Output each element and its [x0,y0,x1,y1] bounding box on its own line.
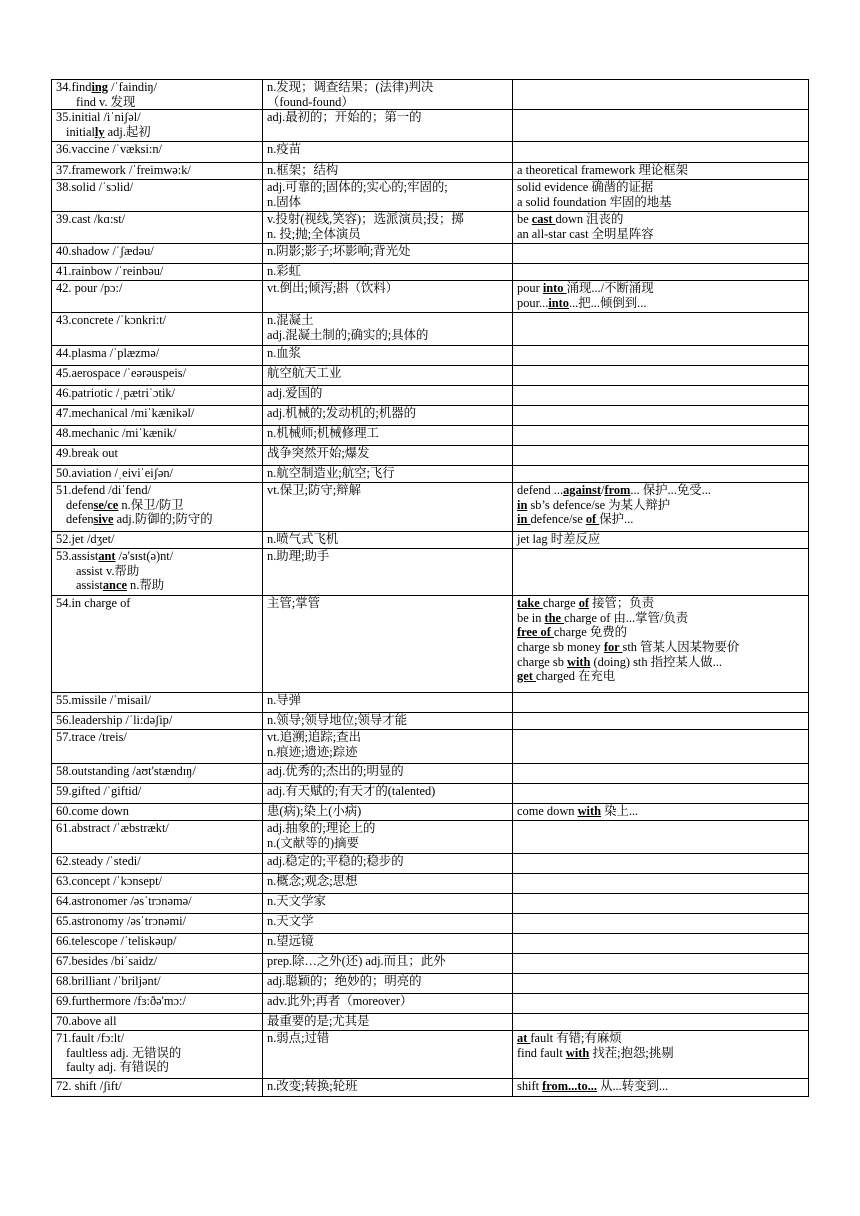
phrase-cell [513,446,809,466]
meaning-line: n.框架；结构 [267,163,339,178]
phrase-line: solid evidence 确凿的证据 [517,180,654,195]
underlined-text: se/ce [93,497,119,512]
underlined-text: with [577,804,601,819]
word-line: defensive adj.防御的;防守的 [66,512,213,527]
meaning-line: n.机械师;机械修理工 [267,426,379,441]
word-cell [52,180,263,212]
word-cell [52,804,263,821]
meaning-cell [263,549,513,596]
table-row [52,1079,809,1097]
word-line: 45.aerospace /ˈeərəuspeis/ [56,366,187,381]
word-line: 42. pour /pɔ:/ [56,281,123,296]
meaning-cell [263,180,513,212]
phrase-cell [513,163,809,180]
word-line: 71.fault /fɔ:lt/ [56,1031,125,1046]
meaning-cell [263,446,513,466]
table-row [52,730,809,764]
table-row [52,894,809,914]
table-row [52,974,809,994]
word-line: 50.aviation /ˌeiviˈeiʃən/ [56,466,173,481]
underlined-text: ing [91,80,108,94]
phrase-line: pour...into...把...倾倒到... [517,295,647,310]
table-row [52,821,809,854]
phrase-line: take charge of 接管；负责 [517,596,655,611]
word-cell [52,346,263,366]
table-row [52,163,809,180]
word-line: faulty adj. 有错误的 [66,1060,169,1075]
table-row [52,596,809,693]
meaning-cell [263,914,513,934]
meaning-line: n. 投;抛;全体演员 [267,226,361,241]
word-cell [52,80,263,110]
phrase-line: defend ...against/from... 保护...免受... [517,483,711,498]
meaning-line: adj.有天赋的;有天才的(talented) [267,784,436,799]
table-row [52,784,809,804]
meaning-cell [263,313,513,346]
word-cell [52,212,263,244]
phrase-line: charge sb money for sth 管某人因某物要价 [517,639,740,654]
word-line: 36.vaccine /ˈvæksi:n/ [56,142,162,157]
phrase-line: a theoretical framework 理论框架 [517,163,688,178]
word-line: 69.furthermore /fɜ:ðə'mɔ:/ [56,994,186,1009]
table-row [52,142,809,163]
word-line: 54.in charge of [56,596,131,611]
word-cell [52,934,263,954]
word-line: defense/ce n.保卫/防卫 [66,497,184,512]
phrase-cell [513,466,809,483]
word-cell [52,466,263,483]
phrase-line: be in the charge of 由...掌管/负责 [517,610,689,625]
meaning-cell [263,954,513,974]
underlined-text: free of [517,625,554,640]
underlined-text: into [548,295,569,310]
phrase-cell [513,693,809,713]
meaning-cell [263,784,513,804]
word-line: 49.break out [56,446,118,461]
table-row [52,713,809,730]
underlined-text: with [567,654,591,669]
meaning-line: n.天文学 [267,914,314,929]
word-line: 40.shadow /ˈʃædəu/ [56,244,154,259]
table-row [52,914,809,934]
phrase-cell [513,596,809,693]
word-line: 63.concept /ˈkɔnsept/ [56,874,162,889]
phrase-cell [513,346,809,366]
phrase-cell [513,212,809,244]
phrase-cell [513,730,809,764]
meaning-line: n.发现；调查结果；(法律)判决 [267,80,434,94]
word-line: 37.framework /ˈfreimwə:k/ [56,163,191,178]
meaning-line: n.航空制造业;航空;飞行 [267,466,395,481]
meaning-line: n.固体 [267,194,302,209]
table-row [52,406,809,426]
meaning-cell [263,764,513,784]
meaning-line: 最重要的是;尤其是 [267,1014,370,1029]
meaning-line: 航空航天工业 [267,366,342,381]
table-row [52,212,809,244]
phrase-line: pour into 涌现.../不断涌现 [517,281,654,296]
table-row [52,313,809,346]
meaning-cell [263,264,513,281]
meaning-line: adj.混凝土制的;确实的;具体的 [267,327,429,342]
meaning-line: adj.优秀的;杰出的;明显的 [267,764,404,779]
word-cell [52,764,263,784]
word-line: 64.astronomer /əsˈtrɔnəmə/ [56,894,192,909]
word-cell [52,264,263,281]
word-line: 51.defend /diˈfend/ [56,483,151,498]
phrase-cell [513,483,809,532]
vocabulary-table-body [52,80,809,1097]
word-cell [52,406,263,426]
meaning-line: 患(病);染上(小病) [267,804,362,819]
meaning-cell [263,426,513,446]
word-cell [52,894,263,914]
table-row [52,80,809,110]
word-cell [52,784,263,804]
meaning-line: vt.追溯;追踪;查出 [267,730,361,745]
underlined-text: ly [94,124,105,139]
phrase-cell [513,974,809,994]
meaning-cell [263,346,513,366]
underlined-text: for [603,639,623,654]
phrase-line: come down with 染上... [517,804,639,819]
meaning-line: n.阴影;影子;坏影响;背光处 [267,244,411,259]
word-cell [52,954,263,974]
word-line: 65.astronomy /əsˈtrɔnəmi/ [56,914,187,929]
table-row [52,180,809,212]
table-row [52,764,809,784]
meaning-cell [263,1014,513,1031]
word-line: 56.leadership /ˈli:dəʃip/ [56,713,173,728]
word-line: 68.brilliant /ˈbriljənt/ [56,974,161,989]
word-line: faultless adj. 无错误的 [66,1045,182,1060]
word-line: 67.besides /biˈsaidz/ [56,954,158,969]
word-line: 47.mechanical /miˈkænikəl/ [56,406,195,421]
meaning-cell [263,110,513,142]
table-row [52,874,809,894]
word-line: 70.above all [56,1014,117,1029]
underlined-text: the [544,610,565,625]
underlined-text: ance [102,578,127,593]
meaning-cell [263,730,513,764]
table-row [52,346,809,366]
phrase-cell [513,914,809,934]
meaning-cell [263,693,513,713]
word-cell [52,244,263,264]
table-row [52,1031,809,1079]
table-row [52,994,809,1014]
meaning-cell [263,894,513,914]
word-line: 53.assistant /ə'sɪst(ə)nt/ [56,549,174,564]
table-row [52,1014,809,1031]
word-line: 61.abstract /ˈæbstrækt/ [56,821,169,836]
table-row [52,264,809,281]
phrase-cell [513,854,809,874]
word-cell [52,110,263,142]
phrase-cell [513,426,809,446]
meaning-line: n.混凝土 [267,313,314,328]
meaning-cell [263,974,513,994]
meaning-cell [263,713,513,730]
word-line: 35.initial /iˈniʃəl/ [56,110,141,125]
meaning-line: n.疫苗 [267,142,302,157]
word-cell [52,142,263,163]
word-cell [52,386,263,406]
table-row [52,954,809,974]
meaning-cell [263,934,513,954]
word-cell [52,549,263,596]
meaning-line: 主管;掌管 [267,596,321,611]
word-line: 59.gifted /ˈgiftid/ [56,784,142,799]
table-row [52,532,809,549]
underlined-text: into [542,281,567,296]
word-cell [52,1014,263,1031]
word-line: 66.telescope /ˈteliskəup/ [56,934,177,949]
table-row [52,549,809,596]
phrase-cell [513,264,809,281]
word-cell [52,281,263,313]
phrase-cell [513,281,809,313]
meaning-cell [263,406,513,426]
phrase-cell [513,821,809,854]
word-line: 41.rainbow /ˈreinbəu/ [56,264,164,279]
meaning-cell [263,142,513,163]
phrase-cell [513,549,809,596]
word-line: find v. 发现 [76,94,136,109]
meaning-line: n.天文学家 [267,894,326,909]
word-line: 62.steady /ˈstedi/ [56,854,141,869]
phrase-cell [513,313,809,346]
meaning-line: n.助理;助手 [267,549,330,564]
phrase-line: a solid foundation 牢固的地基 [517,194,672,209]
meaning-cell [263,1031,513,1079]
word-cell [52,854,263,874]
phrase-cell [513,386,809,406]
phrase-cell [513,366,809,386]
meaning-line: adj.抽象的;理论上的 [267,821,376,836]
phrase-cell [513,406,809,426]
word-cell [52,532,263,549]
word-cell [52,426,263,446]
phrase-cell [513,764,809,784]
word-line: 43.concrete /ˈkɔnkri:t/ [56,313,167,328]
word-line: 58.outstanding /aʊt'stændɪŋ/ [56,764,196,779]
phrase-line: charge sb with (doing) sth 指控某人做... [517,654,722,669]
meaning-line: n.领导;领导地位;领导才能 [267,713,408,728]
phrase-line: an all-star cast 全明星阵容 [517,226,654,241]
phrase-cell [513,1014,809,1031]
meaning-cell [263,212,513,244]
word-cell [52,596,263,693]
phrase-cell [513,180,809,212]
word-cell [52,313,263,346]
phrase-cell [513,1079,809,1097]
meaning-line: prep.除…之外(还) adj.而且；此外 [267,954,446,969]
word-cell [52,163,263,180]
meaning-cell [263,821,513,854]
word-line: 38.solid /ˈsɔlid/ [56,180,134,195]
phrase-cell [513,713,809,730]
word-line: 72. shift /ʃift/ [56,1079,122,1094]
phrase-cell [513,954,809,974]
phrase-line: find fault with 找茬;抱怨;挑剔 [517,1045,674,1060]
word-cell [52,874,263,894]
vocabulary-table [51,79,809,1097]
meaning-line: adj.稳定的;平稳的;稳步的 [267,854,404,869]
meaning-line: vt.保卫;防守;辩解 [267,483,361,498]
word-cell [52,974,263,994]
underlined-text: in [517,497,528,512]
meaning-line: n.望远镜 [267,934,314,949]
underlined-text: get [517,669,536,684]
underlined-text: sive [93,512,114,527]
underlined-text: take [517,596,543,611]
word-line: 48.mechanic /miˈkænik/ [56,426,177,441]
phrase-line: at fault 有错;有麻烦 [517,1031,622,1046]
phrase-line: shift from...to... 从...转变到... [517,1079,669,1094]
meaning-line: 战争突然开始;爆发 [267,446,370,461]
table-row [52,426,809,446]
meaning-line: adj.机械的;发动机的;机器的 [267,406,417,421]
meaning-cell [263,466,513,483]
phrase-line: get charged 在充电 [517,669,616,684]
table-row [52,366,809,386]
underlined-text: ant [98,549,116,564]
phrase-cell [513,80,809,110]
phrase-cell [513,784,809,804]
meaning-cell [263,804,513,821]
table-row [52,804,809,821]
phrase-cell [513,894,809,914]
meaning-cell [263,596,513,693]
word-line: assist v.帮助 [76,563,140,578]
meaning-line: （found-found） [267,94,354,109]
phrase-cell [513,934,809,954]
underlined-text: in [517,512,531,527]
meaning-line: adv.此外;再者（moreover） [267,994,413,1009]
phrase-line: jet lag 时差反应 [517,532,601,547]
word-cell [52,1031,263,1079]
word-cell [52,1079,263,1097]
underlined-text: of [585,512,600,527]
meaning-cell [263,874,513,894]
meaning-line: n.彩虹 [267,264,302,279]
meaning-cell [263,386,513,406]
meaning-cell [263,994,513,1014]
meaning-cell [263,244,513,264]
word-line: assistance n.帮助 [76,578,165,593]
word-cell [52,994,263,1014]
meaning-line: adj.可靠的;固体的;实心的;牢固的; [267,180,448,195]
meaning-line: adj.爱国的 [267,386,323,401]
phrase-cell [513,994,809,1014]
meaning-line: n.血浆 [267,346,302,361]
table-row [52,281,809,313]
word-line: 46.patriotic /ˌpætriˈɔtik/ [56,386,176,401]
meaning-cell [263,163,513,180]
phrase-cell [513,532,809,549]
meaning-line: adj.最初的；开始的；第一的 [267,110,422,125]
word-line: 55.missile /ˈmisail/ [56,693,151,708]
meaning-cell [263,80,513,110]
table-row [52,693,809,713]
word-cell [52,446,263,466]
phrase-cell [513,142,809,163]
meaning-cell [263,366,513,386]
meaning-line: n.弱点;过错 [267,1031,330,1046]
underlined-text: from...to... [542,1079,597,1094]
word-cell [52,821,263,854]
phrase-line: in sb’s defence/se 为某人辩护 [517,497,671,512]
word-line: 52.jet /dʒet/ [56,532,115,547]
word-line: 60.come down [56,804,129,819]
word-cell [52,730,263,764]
meaning-line: v.投射(视线,笑容)；选派演员;投；掷 [267,212,464,227]
word-line: initially adj.起初 [66,124,151,139]
word-cell [52,693,263,713]
meaning-line: vt.倒出;倾泻;斟（饮料） [267,281,399,296]
table-row [52,386,809,406]
word-line: 34.finding /ˈfaindiŋ/ [56,80,158,94]
table-row [52,483,809,532]
underlined-text: from [604,483,631,498]
table-row [52,446,809,466]
meaning-line: adj.聪颖的；绝妙的；明亮的 [267,974,422,989]
meaning-line: n.痕迹;遗迹;踪迹 [267,744,358,759]
word-line: 44.plasma /ˈplæzmə/ [56,346,160,361]
table-row [52,854,809,874]
phrase-cell [513,874,809,894]
table-row [52,244,809,264]
phrase-cell [513,1031,809,1079]
phrase-cell [513,110,809,142]
word-line: 39.cast /kɑ:st/ [56,212,126,227]
underlined-text: of [578,596,590,611]
underlined-text: at [517,1031,531,1046]
meaning-line: n.改变;转换;轮班 [267,1079,358,1094]
phrase-line: be cast down 沮丧的 [517,212,624,227]
meaning-line: n.喷气式飞机 [267,532,339,547]
phrase-cell [513,244,809,264]
word-cell [52,914,263,934]
table-row [52,466,809,483]
meaning-cell [263,1079,513,1097]
phrase-line: free of charge 免费的 [517,625,627,640]
meaning-line: n.导弹 [267,693,302,708]
table-row [52,934,809,954]
meaning-cell [263,483,513,532]
phrase-line: in defence/se of 保护... [517,512,634,527]
word-cell [52,713,263,730]
word-cell [52,366,263,386]
underlined-text: against [563,483,601,498]
meaning-cell [263,532,513,549]
underlined-text: with [565,1045,590,1060]
meaning-cell [263,281,513,313]
meaning-line: n.概念;观念;思想 [267,874,358,889]
word-line: 57.trace /treis/ [56,730,127,745]
meaning-cell [263,854,513,874]
phrase-cell [513,804,809,821]
table-row [52,110,809,142]
underlined-text: cast [531,212,556,227]
meaning-line: n.(文献等的)摘要 [267,835,359,850]
word-cell [52,483,263,532]
